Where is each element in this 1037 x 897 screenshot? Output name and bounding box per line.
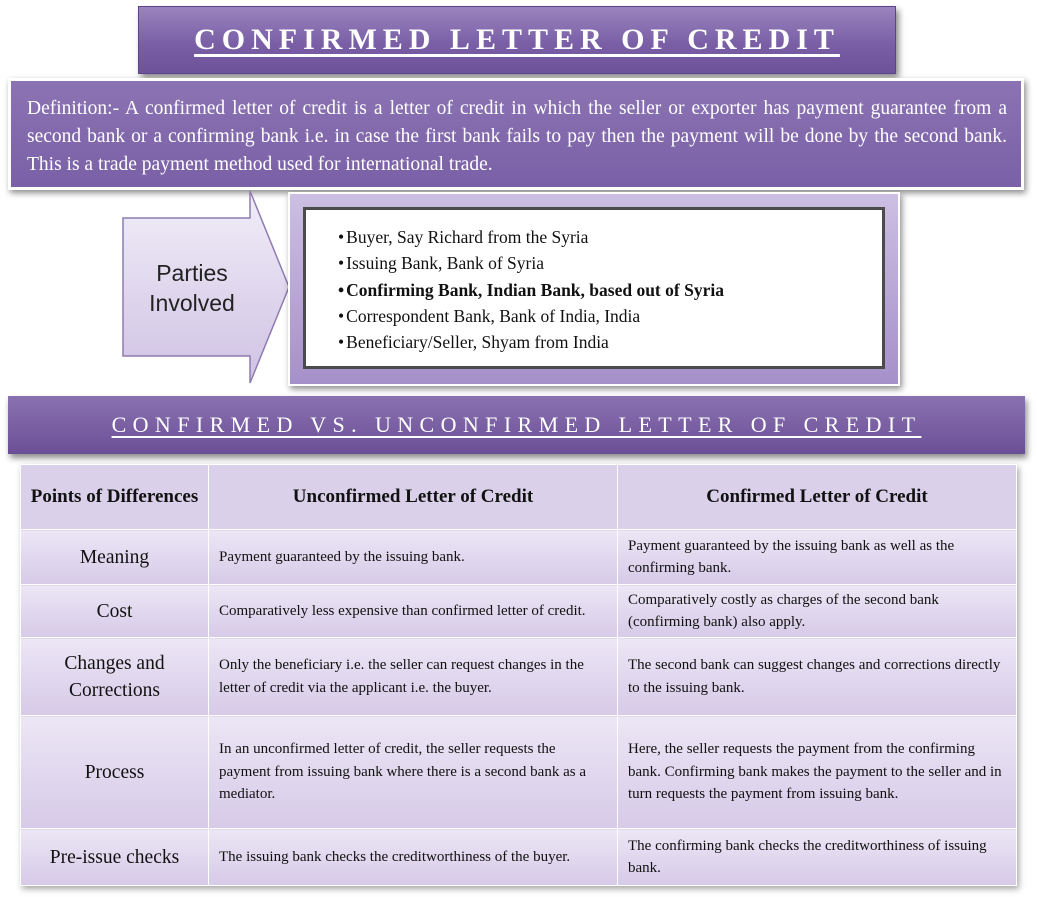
row-point: Cost — [21, 585, 209, 638]
parties-list-box — [303, 207, 885, 369]
row-point: Pre-issue checks — [21, 829, 209, 886]
row-confirmed: The confirming bank checks the creditworthiness of issuing bank. — [618, 829, 1017, 886]
party-item: • Issuing Bank, Bank of Syria — [338, 250, 882, 276]
party-item: • Correspondent Bank, Bank of India, India — [338, 303, 882, 329]
party-item: • Confirming Bank, Indian Bank, based out of Syria — [338, 277, 882, 303]
row-confirmed: Here, the seller requests the payment from the confirming bank. Confirming bank makes the payment to the seller and in turn requests the payment from issuing bank. — [618, 716, 1017, 829]
comparison-banner — [8, 396, 1025, 454]
row-unconfirmed: The issuing bank checks the creditworthiness of the buyer. — [209, 829, 618, 886]
row-confirmed: The second bank can suggest changes and corrections directly to the issuing bank. — [618, 638, 1017, 716]
title-banner — [138, 6, 896, 74]
table-row — [21, 530, 1017, 585]
table-row — [21, 829, 1017, 886]
header-confirmed: Confirmed Letter of Credit — [618, 465, 1017, 530]
header-points: Points of Differences — [21, 465, 209, 530]
table-row — [21, 716, 1017, 829]
definition-text: Definition:- A confirmed letter of credit is a letter of credit in which the seller or exporter has payment guarantee from a second bank or a confirming bank i.e. in case the first bank fails to pay then the payment will be done by the second bank. This is a trade payment method used for international trade. — [27, 98, 1007, 175]
parties-list — [338, 224, 882, 355]
party-item: • Beneficiary/Seller, Shyam from India — [338, 329, 882, 355]
row-unconfirmed: Comparatively less expensive than confirmed letter of credit. — [209, 585, 618, 638]
header-unconfirmed: Unconfirmed Letter of Credit — [209, 465, 618, 530]
row-confirmed: Payment guaranteed by the issuing bank as well as the confirming bank. — [618, 530, 1017, 585]
row-unconfirmed: Payment guaranteed by the issuing bank. — [209, 530, 618, 585]
table-header-row — [21, 465, 1017, 530]
page-title: CONFIRMED LETTER OF CREDIT — [194, 23, 840, 56]
party-item: • Buyer, Say Richard from the Syria — [338, 224, 882, 250]
comparison-title: CONFIRMED VS. UNCONFIRMED LETTER OF CREDIT — [111, 412, 922, 437]
table-row — [21, 638, 1017, 716]
definition-box — [8, 78, 1024, 190]
row-point: Process — [21, 716, 209, 829]
row-confirmed: Comparatively costly as charges of the second bank (confirming bank) also apply. — [618, 585, 1017, 638]
row-point: Meaning — [21, 530, 209, 585]
row-point: Changes and Corrections — [21, 638, 209, 716]
row-unconfirmed: In an unconfirmed letter of credit, the seller requests the payment from issuing bank where there is a second bank as a mediator. — [209, 716, 618, 829]
parties-label: Parties Involved — [149, 260, 235, 316]
comparison-table — [20, 464, 1017, 886]
table-row — [21, 585, 1017, 638]
row-unconfirmed: Only the beneficiary i.e. the seller can request changes in the letter of credit via the applicant i.e. the buyer. — [209, 638, 618, 716]
